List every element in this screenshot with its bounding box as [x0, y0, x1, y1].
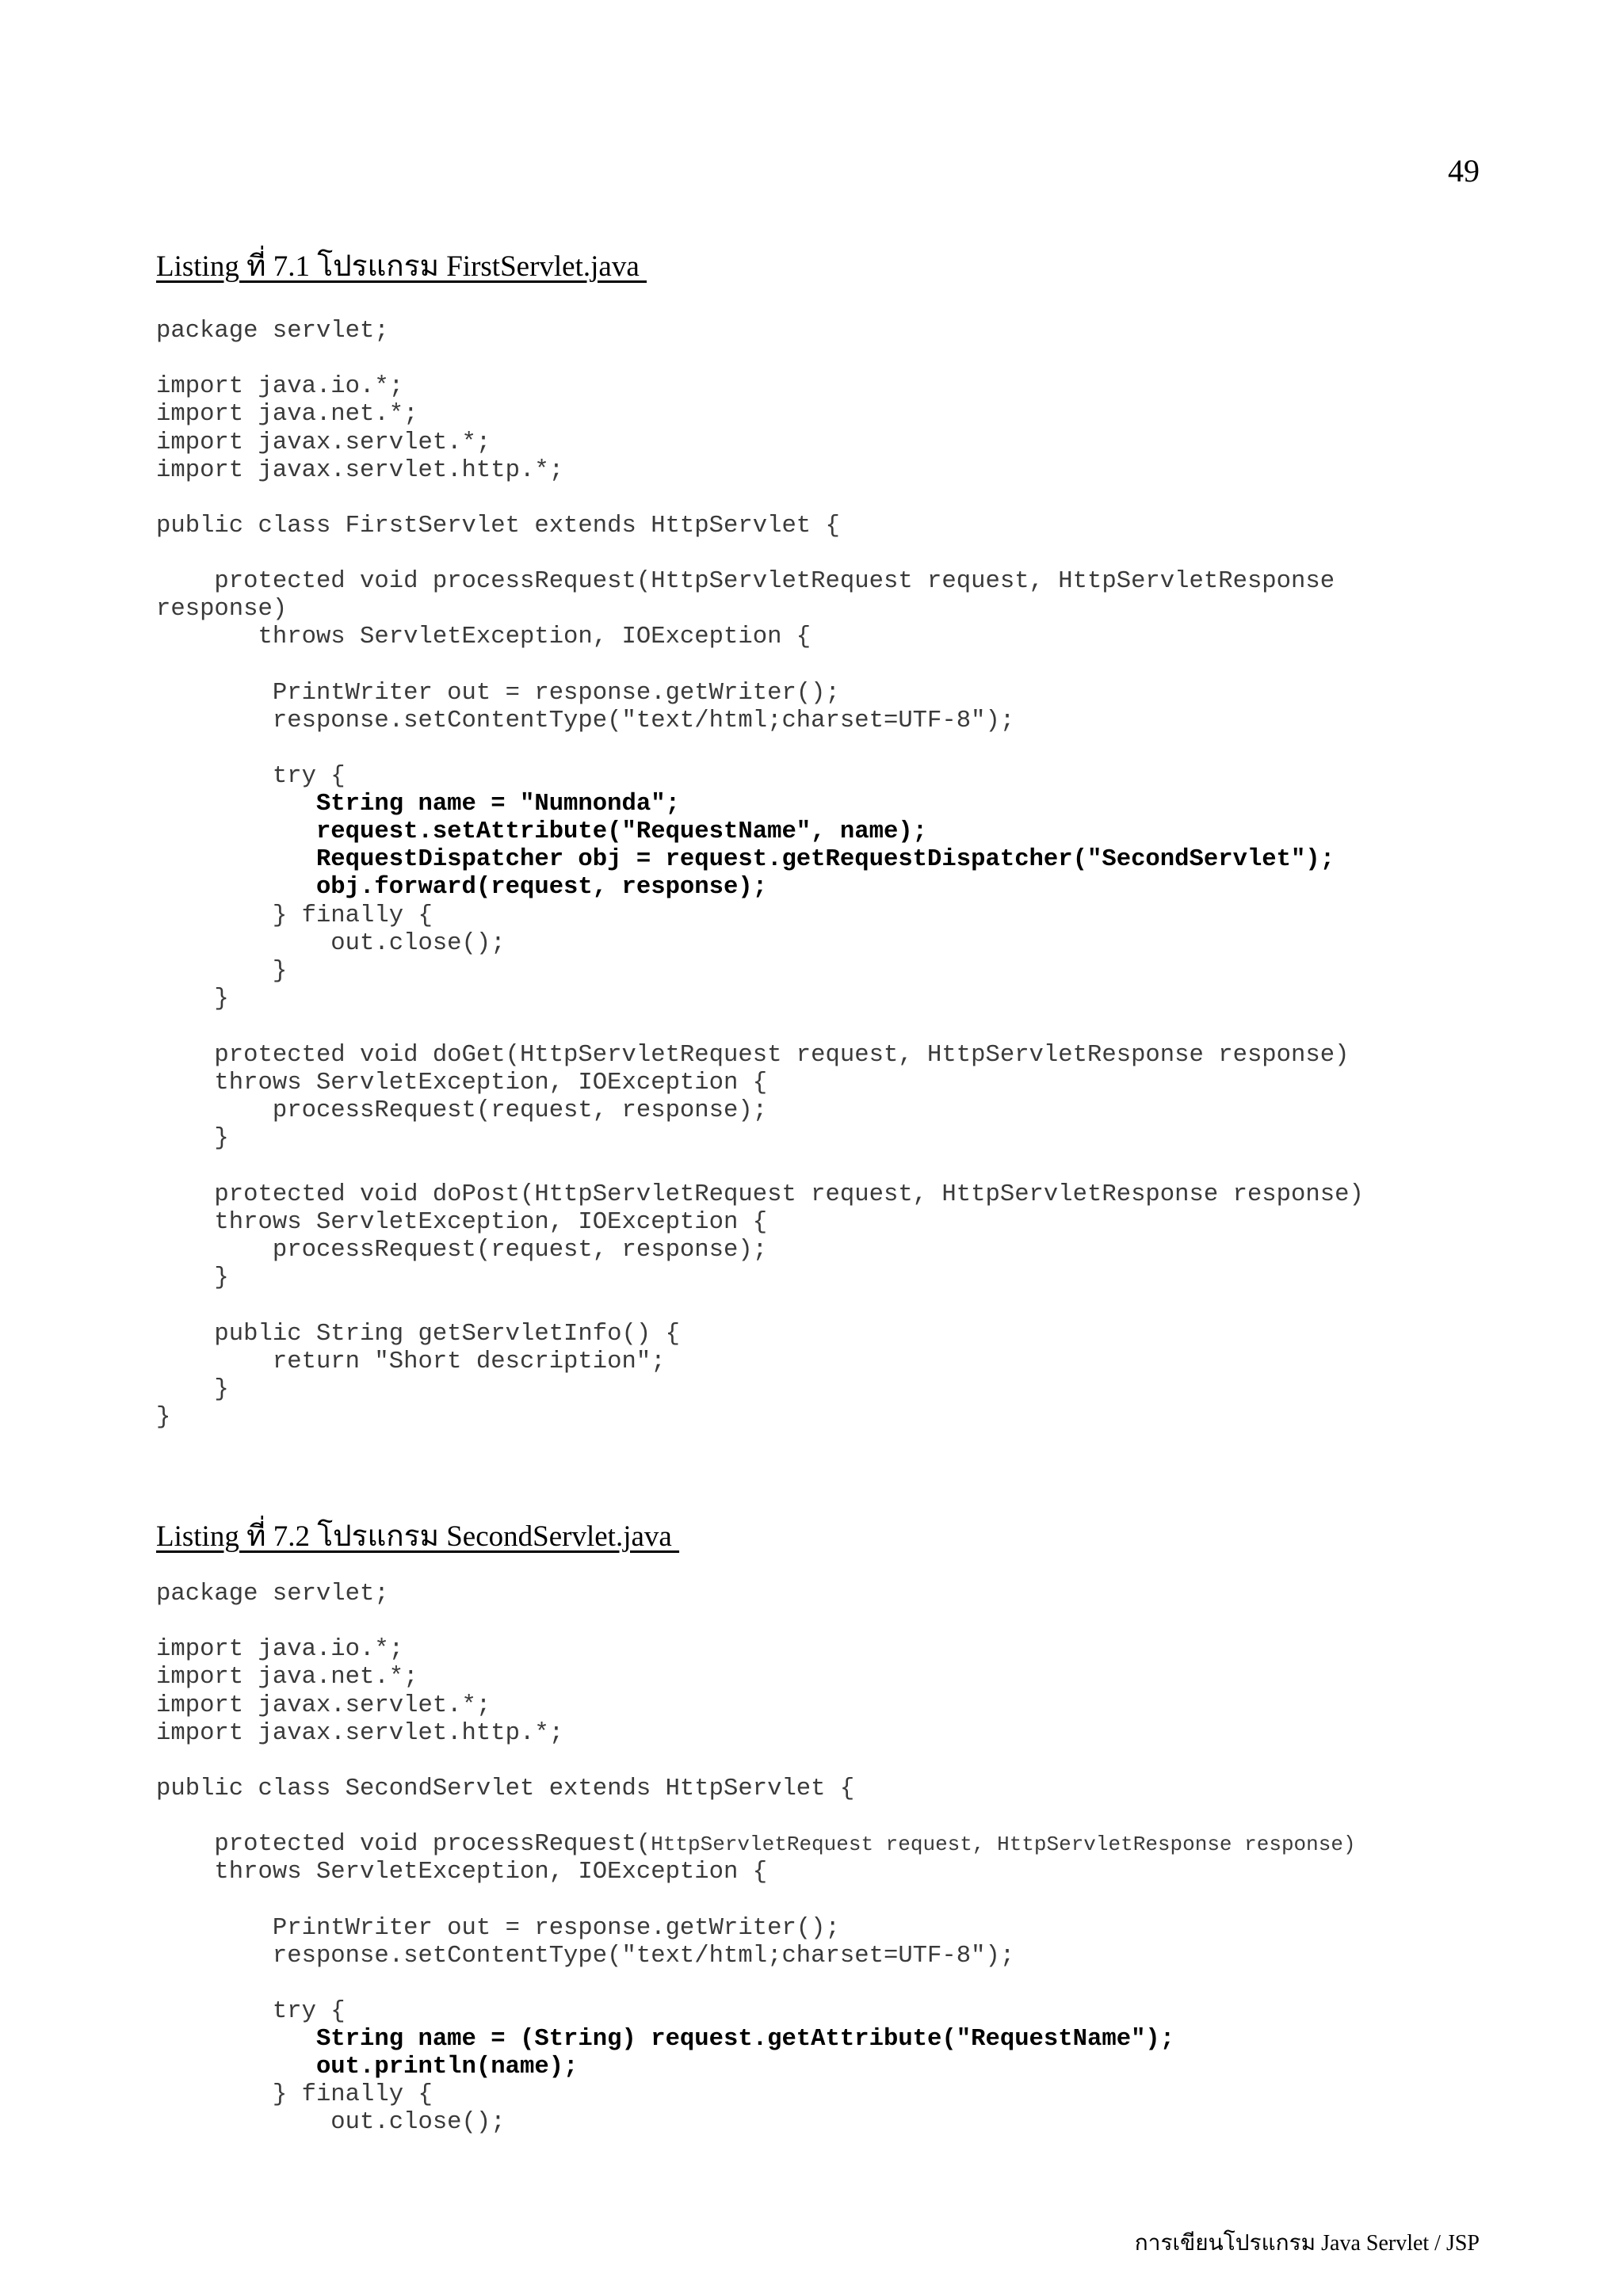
- page-number: 49: [1448, 153, 1480, 189]
- code-line: }: [156, 958, 288, 985]
- code-line: try {: [156, 1998, 346, 2025]
- code-line: public String getServletInfo() {: [156, 1321, 680, 1348]
- code-line: try {: [156, 763, 346, 790]
- code-line: out.println(name);: [156, 2054, 579, 2081]
- page-footer: การเขียนโปรแกรม Java Servlet / JSP: [1134, 2231, 1480, 2256]
- code-line: String name = (String) request.getAttribute("RequestName");: [156, 2026, 1175, 2053]
- code-line: out.close();: [156, 2109, 506, 2136]
- code-line: protected void doPost(HttpServletRequest request, HttpServletResponse response): [156, 1181, 1364, 1208]
- code-line-tail: HttpServletRequest request, HttpServletResponse response): [651, 1833, 1356, 1856]
- code-line: protected void processRequest(HttpServletRequest request, HttpServletResponse: [156, 568, 1335, 595]
- code-line: }: [156, 1125, 229, 1152]
- code-line: PrintWriter out = response.getWriter();: [156, 1915, 840, 1942]
- code-line: protected void doGet(HttpServletRequest request, HttpServletResponse response): [156, 1042, 1350, 1069]
- code-line: response.setContentType("text/html;charset=UTF-8");: [156, 1943, 1015, 1970]
- code-line: import java.io.*;: [156, 373, 404, 400]
- code-line: obj.forward(request, response);: [156, 874, 768, 901]
- code-line: processRequest(request, response);: [156, 1097, 768, 1124]
- code-line: throws ServletException, IOException {: [156, 1209, 768, 1236]
- code-line: }: [156, 986, 229, 1013]
- code-line: response.setContentType("text/html;charset=UTF-8");: [156, 707, 1015, 734]
- code-line: import javax.servlet.http.*;: [156, 457, 564, 484]
- code-line: } finally {: [156, 902, 433, 929]
- code-line: import javax.servlet.*;: [156, 429, 491, 456]
- code-line: package servlet;: [156, 318, 389, 345]
- code-line: import java.net.*;: [156, 1664, 418, 1691]
- code-line: }: [156, 1404, 171, 1431]
- code-line: PrintWriter out = response.getWriter();: [156, 680, 840, 707]
- code-line: public class FirstServlet extends HttpServlet {: [156, 513, 840, 540]
- code-line: }: [156, 1264, 229, 1291]
- code-line: out.close();: [156, 930, 506, 957]
- code-line: }: [156, 1376, 229, 1403]
- code-line: RequestDispatcher obj = request.getRequestDispatcher("SecondServlet");: [156, 846, 1335, 873]
- code-line: import java.io.*;: [156, 1636, 404, 1663]
- code-line: import java.net.*;: [156, 401, 418, 428]
- code-line: package servlet;: [156, 1581, 389, 1608]
- code-line: response): [156, 596, 288, 623]
- listing-heading-7-2: Listing ที่ 7.2 โปรแกรม SecondServlet.java: [156, 1520, 680, 1553]
- code-line: throws ServletException, IOException {: [156, 1070, 768, 1097]
- code-line: throws ServletException, IOException {: [156, 1859, 768, 1886]
- listing-heading-7-1: Listing ที่ 7.1 โปรแกรม FirstServlet.java: [156, 250, 647, 283]
- code-line: import javax.servlet.http.*;: [156, 1720, 564, 1747]
- code-line: request.setAttribute("RequestName", name);: [156, 818, 928, 845]
- code-line: throws ServletException, IOException {: [156, 624, 812, 650]
- code-line: return "Short description";: [156, 1348, 666, 1375]
- code-line: String name = "Numnonda";: [156, 791, 680, 818]
- code-line: import javax.servlet.*;: [156, 1692, 491, 1719]
- code-line: public class SecondServlet extends HttpServlet {: [156, 1775, 855, 1802]
- code-line: protected void processRequest(HttpServletRequest request, HttpServletResponse response): [156, 1831, 1356, 1858]
- code-line: processRequest(request, response);: [156, 1237, 768, 1264]
- code-line: } finally {: [156, 2081, 433, 2108]
